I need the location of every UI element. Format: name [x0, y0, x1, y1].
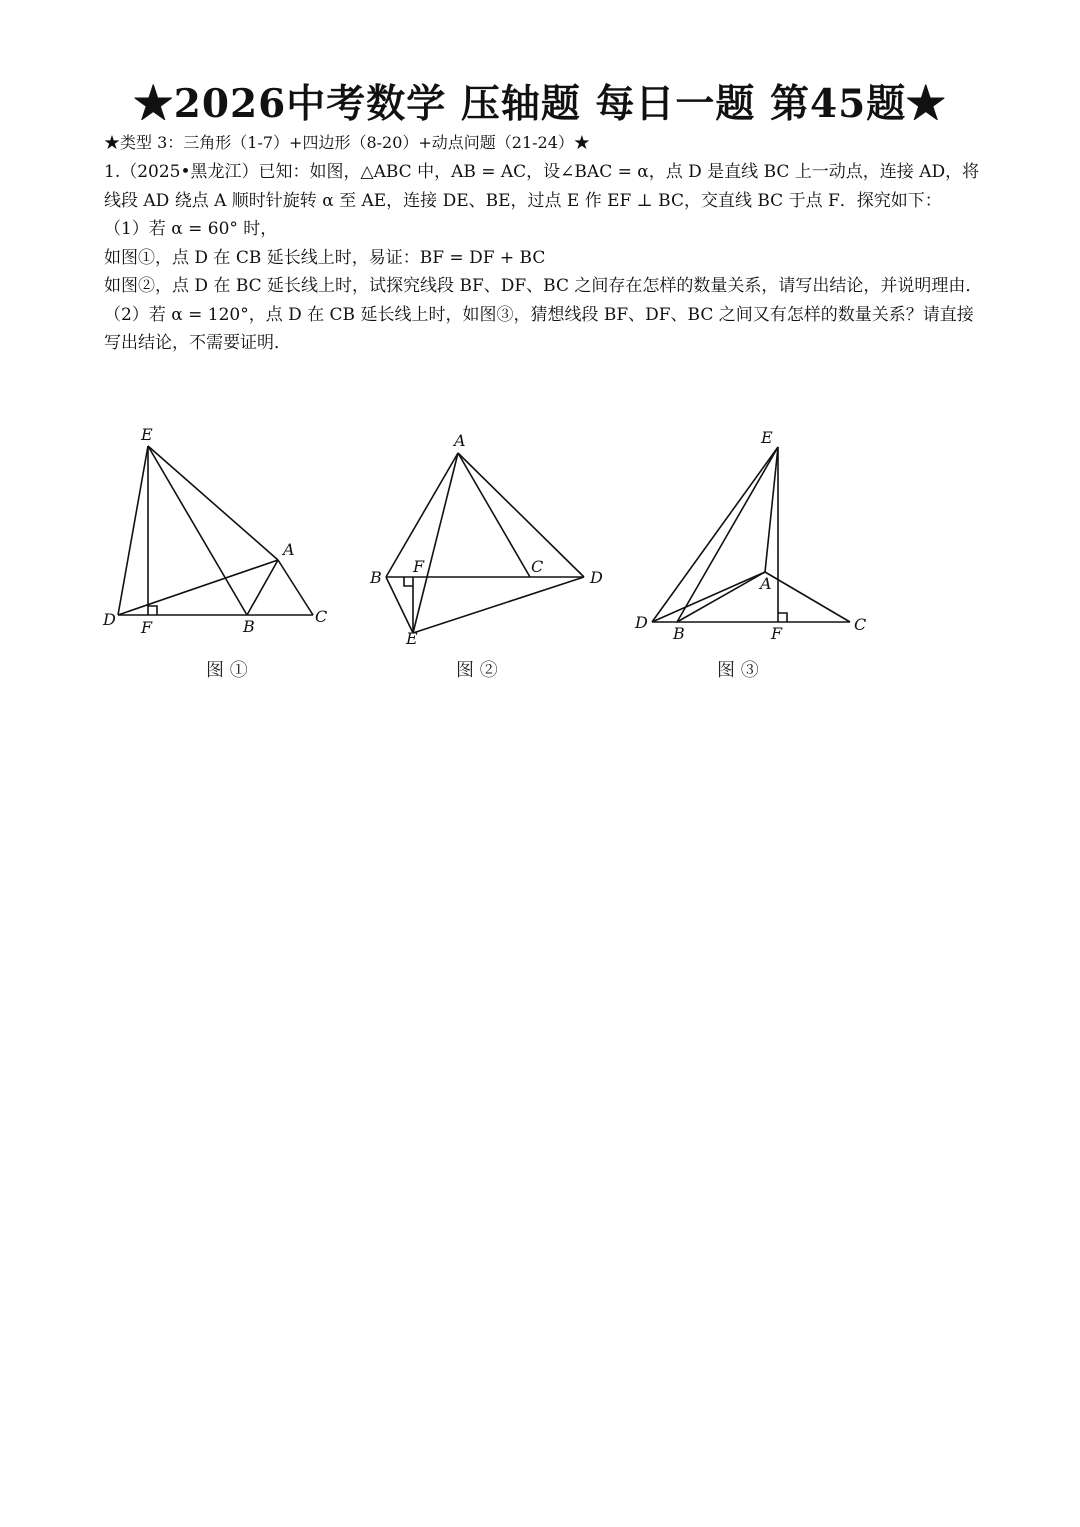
fig1-caption: 图 ①	[206, 660, 248, 681]
fig1-line-DA	[118, 560, 278, 615]
figure-1	[102, 425, 327, 681]
fig3-line-EB	[677, 447, 778, 622]
fig1-label-A: A	[283, 540, 295, 559]
fig2-caption: 图 ②	[456, 660, 498, 681]
part1-figure2-text: 如图②，点 D 在 BC 延长线上时，试探究线段 BF、DF、BC 之间存在怎样的数量关系，请写出结论，并说明理由．	[104, 276, 983, 296]
fig1-label-B: B	[243, 617, 255, 636]
figures-svg	[95, 420, 885, 690]
fig3-label-B: B	[673, 624, 685, 643]
fig1-label-F: F	[141, 618, 153, 637]
fig3-line-BA	[677, 572, 765, 622]
fig1-line-AC	[278, 560, 313, 615]
fig3-label-C: C	[854, 615, 867, 634]
fig1-label-D: D	[103, 610, 116, 629]
figures-row	[95, 420, 885, 690]
fig2-label-B: B	[370, 568, 382, 587]
fig2-right-angle-mark	[404, 577, 413, 586]
figure-2	[369, 431, 603, 681]
fig3-line-ED	[652, 447, 778, 622]
figure-3	[634, 428, 866, 681]
fig3-label-A: A	[760, 574, 772, 593]
page-title: ★2026中考数学 压轴题 每日一题 第45题★	[133, 81, 947, 127]
problem-type-line: ★类型 3：三角形（1-7）+四边形（8-20）+动点问题（21-24）★	[104, 133, 590, 152]
fig2-line-AC	[458, 453, 530, 577]
fig3-right-angle-mark	[778, 613, 787, 622]
fig2-line-AD	[458, 453, 584, 577]
fig2-label-D: D	[590, 568, 603, 587]
fig2-label-C: C	[531, 557, 544, 576]
fig3-label-E: E	[761, 428, 773, 447]
fig1-right-angle-mark	[148, 606, 157, 615]
fig3-line-DA	[652, 572, 765, 622]
fig3-caption: 图 ③	[717, 660, 759, 681]
fig2-line-ED	[413, 577, 584, 633]
problem-statement	[104, 158, 984, 358]
problem-intro: 1.（2025•黑龙江）已知：如图，△ABC 中，AB = AC，设∠BAC = α，点 D 是直线 BC 上一动点，连接 AD，将线段 AD 绕点 A 顺时针旋转 α 至 AE，连接 DE、BE，过点 E 作 EF ⊥ BC，交直线 BC 于点 F．探究如下：	[104, 162, 980, 211]
fig2-label-E: E	[406, 629, 418, 648]
part2-text: （2）若 α = 120°，点 D 在 CB 延长线上时，如图③，猜想线段 BF、DF、BC 之间又有怎样的数量关系？请直接写出结论，不需要证明．	[104, 304, 974, 353]
part1-figure1-text: 如图①，点 D 在 CB 延长线上时，易证：BF = DF + BC	[104, 247, 546, 268]
fig1-label-E: E	[141, 425, 153, 444]
fig1-line-EA	[148, 446, 278, 560]
fig2-line-AE	[413, 453, 458, 633]
fig2-label-F: F	[413, 557, 425, 576]
part1-condition: （1）若 α = 60° 时，	[104, 219, 278, 239]
fig2-label-A: A	[454, 431, 466, 450]
fig3-label-F: F	[771, 624, 783, 643]
fig1-line-EB	[148, 446, 247, 615]
fig1-label-C: C	[315, 607, 328, 626]
fig3-label-D: D	[635, 613, 648, 632]
fig1-line-ED	[118, 446, 148, 615]
